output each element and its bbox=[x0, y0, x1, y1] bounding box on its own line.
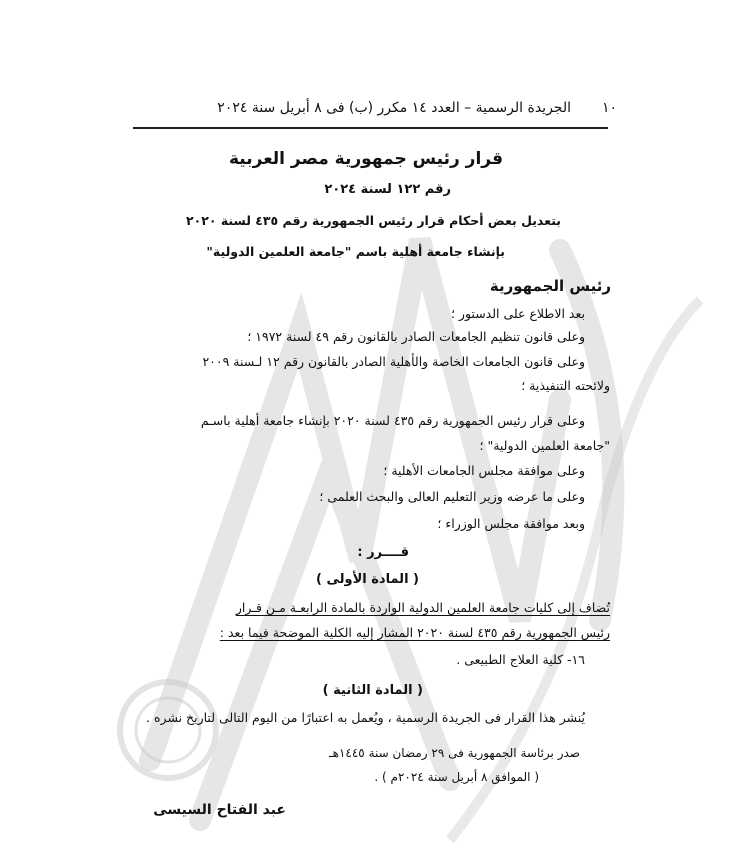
preamble-line: وعلى قانون تنظيم الجامعات الصادر بالقانون رقم ٤٩ لسنة ١٩٧٢ ؛ bbox=[247, 329, 585, 344]
article2-line1: يُنشر هذا القرار فى الجريدة الرسمية ، ويُعمل به اعتبارًا من اليوم التالى لتاريخ نشره . bbox=[146, 710, 585, 725]
article1-heading: ( المادة الأولى ) bbox=[316, 572, 419, 587]
decree-subject-line1: بتعديل بعض أحكام قرار رئيس الجمهورية رقم ٤٣٥ لسنة ٢٠٢٠ bbox=[185, 213, 561, 228]
preamble-line: وبعد موافقة مجلس الوزراء ؛ bbox=[437, 516, 585, 531]
preamble-line: وعلى قرار رئيس الجمهورية رقم ٤٣٥ لسنة ٢٠٢٠ بإنشاء جامعة أهلية باسـم bbox=[200, 413, 585, 428]
decree-number: رقم ١٢٢ لسنة ٢٠٢٤ bbox=[324, 182, 451, 197]
seal-icon bbox=[120, 682, 216, 778]
preamble-line: ولائحته التنفيذية ؛ bbox=[521, 378, 610, 393]
decree-title: قرار رئيس جمهورية مصر العربية bbox=[228, 149, 503, 169]
preamble-line: وعلى ما عرضه وزير التعليم العالى والبحث العلمى ؛ bbox=[319, 489, 585, 504]
preamble-line: وعلى موافقة مجلس الجامعات الأهلية ؛ bbox=[383, 463, 585, 478]
page-number: ١٠ bbox=[601, 100, 617, 116]
running-title: الجريدة الرسمية – العدد ١٤ مكرر (ب) فى ٨ أبريل سنة ٢٠٢٤ bbox=[217, 100, 571, 116]
article1-line2: رئيس الجمهورية رقم ٤٣٥ لسنة ٢٠٢٠ المشار إليه الكلية الموضحة فيما بعد : bbox=[219, 625, 610, 640]
decree-subject-line2: بإنشاء جامعة أهلية باسم "جامعة العلمين الدولية" bbox=[206, 244, 505, 259]
preamble-line: وعلى قانون الجامعات الخاصة والأهلية الصادر بالقانون رقم ١٢ لـسنة ٢٠٠٩ bbox=[202, 354, 585, 369]
article1-line1: تُضاف إلى كليات جامعة العلمين الدولية الواردة بالمادة الرابعـة مـن قـرار bbox=[235, 600, 610, 615]
preamble-line: "جامعة العلمين الدولية" ؛ bbox=[479, 438, 610, 453]
issued-line1: صدر برئاسة الجمهورية فى ٢٩ رمضان سنة ١٤٤٥هـ bbox=[329, 746, 580, 760]
issuer-heading: رئيس الجمهورية bbox=[489, 277, 611, 295]
issued-line2: ( الموافق ٨ أبريل سنة ٢٠٢٤م ) . bbox=[374, 770, 539, 784]
header-rule bbox=[133, 127, 608, 129]
article1-item: ١٦- كلية العلاج الطبيعى . bbox=[456, 652, 585, 667]
decided-heading: قــــرر : bbox=[357, 545, 409, 560]
article2-heading: ( المادة الثانية ) bbox=[322, 683, 423, 698]
signature: عبد الفتاح السيسى bbox=[153, 802, 286, 818]
preamble-line: بعد الاطلاع على الدستور ؛ bbox=[450, 306, 585, 321]
